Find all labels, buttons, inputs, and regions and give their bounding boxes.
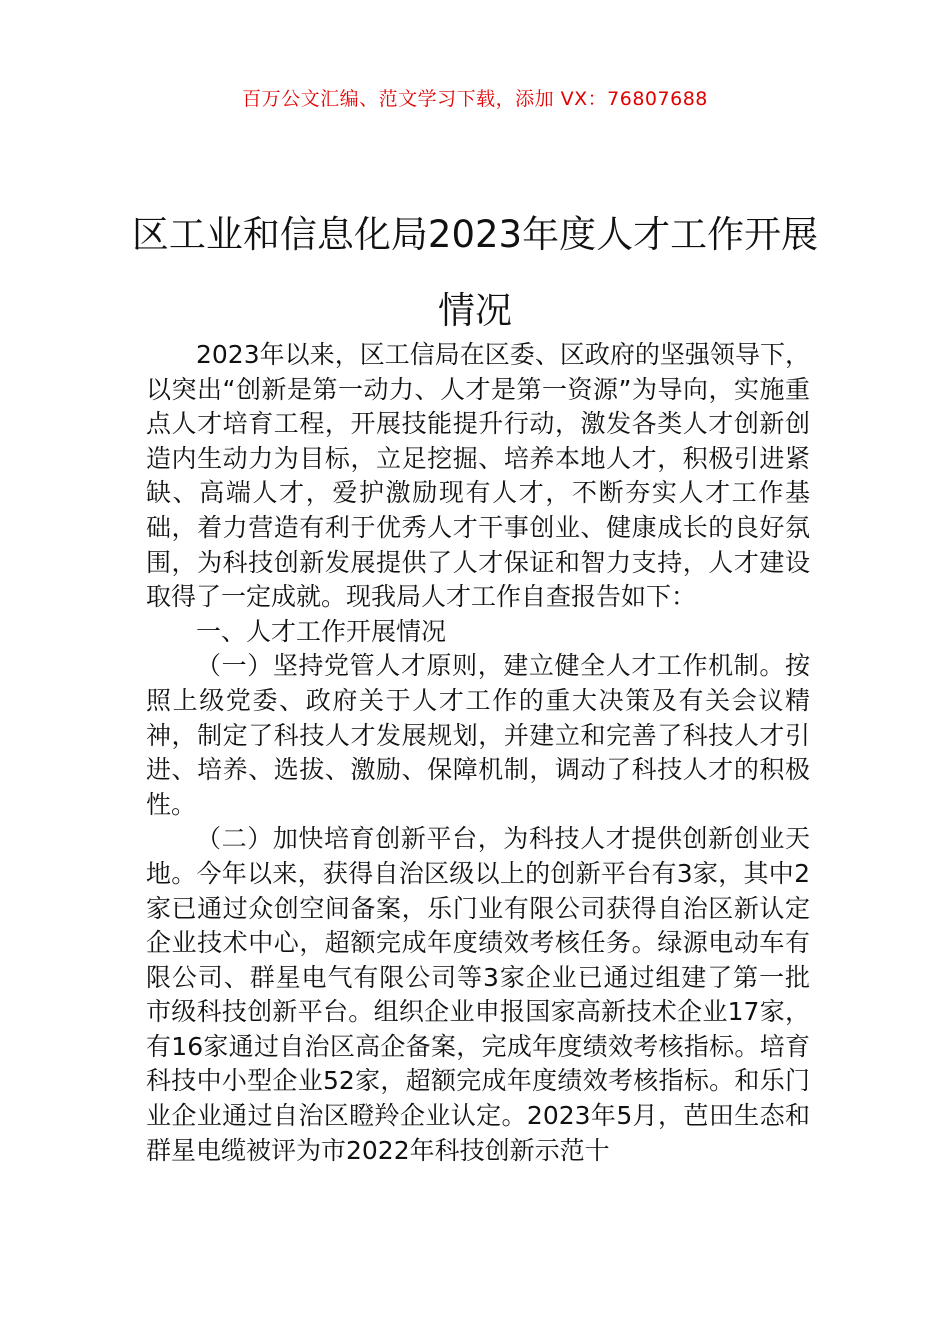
section-heading-1: 一、人才工作开展情况 [196, 616, 447, 646]
header-watermark-note: 百万公文汇编、范文学习下载，添加 VX：76807688 [242, 88, 708, 110]
paragraph-subsection-2: （二）加快培育创新平台，为科技人才提供创新创业天地。今年以来，获得自治区级以上的创新平台有3家，其中2家已通过众创空间备案，乐门业有限公司获得自治区新认定企业技术中心，超额完成年度绩效考核任务。绿源电动车有限公司、群星电气有限公司等3家企业已通过组建了第一批市级科技创新平台。组织企业申报国家高新技术企业17家，有16家通过自治区高企备案，完成年度绩效考核指标。培育科技中小型企业52家，超额完成年度绩效考核指标。和乐门业企业通过自治区瞪羚企业认定。2023年5月，芭田生态和群星电缆被评为市2022年科技创新示范十 [146, 824, 810, 1165]
document-body [146, 338, 810, 1168]
paragraph-subsection-1: （一）坚持党管人才原则，建立健全人才工作机制。按照上级党委、政府关于人才工作的重大决策及有关会议精神，制定了科技人才发展规划，并建立和完善了科技人才引进、培养、选拔、激励、保障机制，调动了科技人才的积极性。 [146, 651, 810, 819]
document-title: 区工业和信息化局2023年度人才工作开展情况 [131, 212, 819, 332]
paragraph-intro: 2023年以来，区工信局在区委、区政府的坚强领导下，以突出“创新是第一动力、人才是第一资源”为导向，实施重点人才培育工程，开展技能提升行动，激发各类人才创新创造内生动力为目标，立足挖掘、培养本地人才，积极引进紧缺、高端人才，爱护激励现有人才，不断夯实人才工作基础，着力营造有利于优秀人才干事创业、健康成长的良好氛围，为科技创新发展提供了人才保证和智力支持，人才建设取得了一定成就。现我局人才工作自查报告如下： [146, 340, 810, 612]
